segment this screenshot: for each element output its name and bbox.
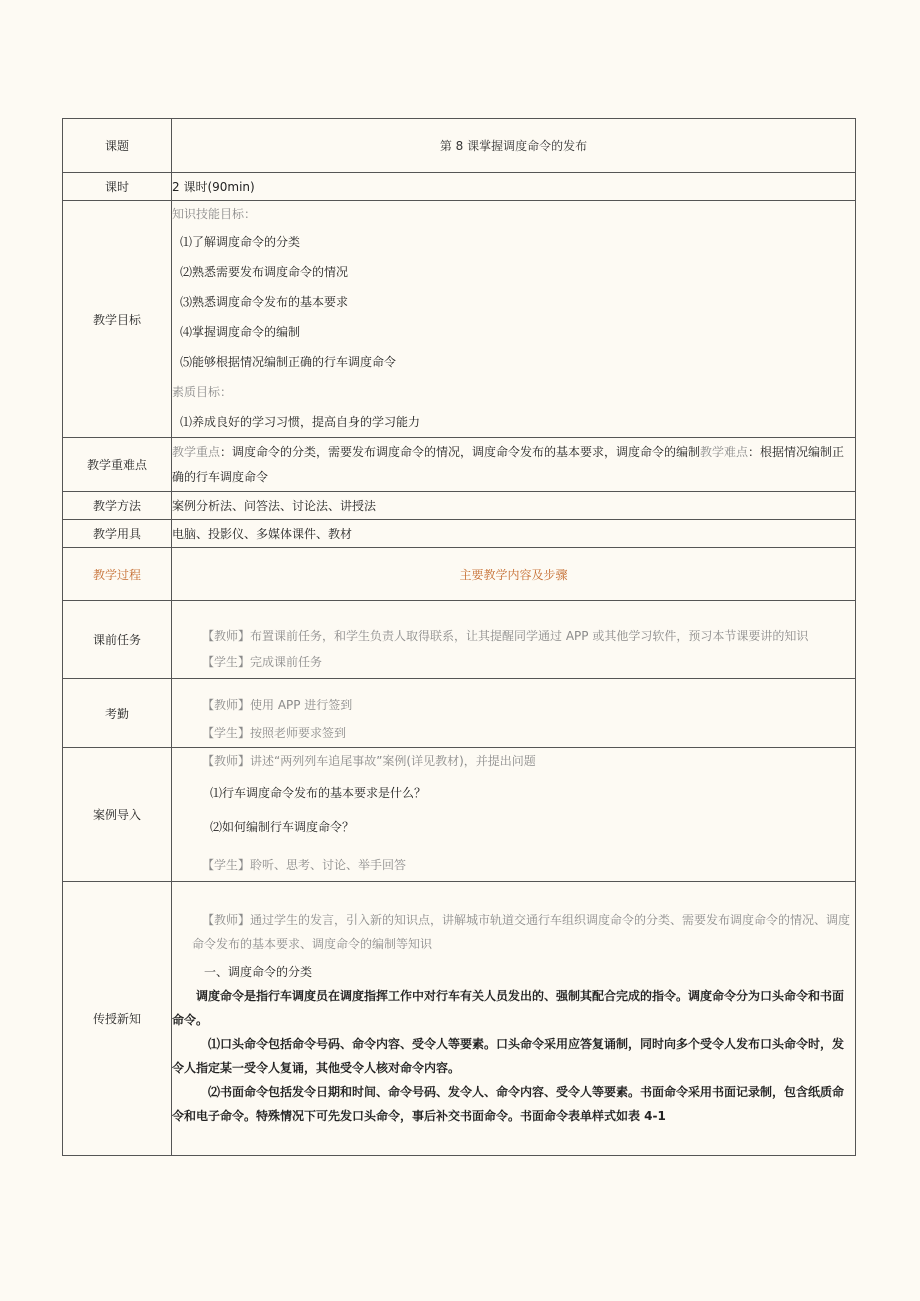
knowledge-item: ⑴了解调度命令的分类 — [180, 235, 301, 249]
quality-item: ⑴养成良好的学习习惯，提高自身的学习能力 — [180, 415, 421, 429]
knowledge-heading: 知识技能目标： — [172, 207, 257, 221]
methods-value: 案例分析法、问答法、讨论法、讲授法 — [172, 492, 856, 520]
pre-class-label: 课前任务 — [63, 601, 172, 679]
key-tag: 教学重点 — [172, 444, 221, 459]
row-new-knowledge — [63, 882, 856, 1156]
tools-value: 电脑、投影仪、多媒体课件、教材 — [172, 520, 856, 548]
difficult-tag: 教学难点 — [700, 444, 749, 459]
row-key-points — [63, 438, 856, 492]
case-intro-teacher: 【教师】讲述“两列列车追尾事故”案例(详见教材)，并提出问题 — [202, 754, 536, 768]
paragraph-3: ⑵书面命令包括发令日期和时间、命令号码、发令人、命令内容、受令人等要素。书面命令采用书面记录制，包含纸质命令和电子命令。特殊情况下可先发口头命令，事后补交书面命令。书面命令表单样式如表 4-1 — [172, 1085, 845, 1123]
row-methods — [63, 492, 856, 520]
objectives-content — [172, 201, 856, 438]
row-pre-class — [63, 601, 856, 679]
new-knowledge-teacher: 【教师】通过学生的发言，引入新的知识点，讲解城市轨道交通行车组织调度命令的分类、需要发布调度命令的情况、调度命令发布的基本要求、调度命令的编制等知识 — [192, 913, 851, 951]
knowledge-item: ⑵熟悉需要发布调度命令的情况 — [180, 265, 349, 279]
case-intro-content — [172, 748, 856, 882]
key-text: ：调度命令的分类，需要发布调度命令的情况，调度命令发布的基本要求，调度命令的编制 — [220, 444, 701, 459]
knowledge-item: ⑶熟悉调度命令发布的基本要求 — [180, 295, 349, 309]
tools-label: 教学用具 — [63, 520, 172, 548]
attendance-content — [172, 679, 856, 748]
key-points-content — [172, 438, 856, 492]
attendance-label: 考勤 — [63, 679, 172, 748]
knowledge-item: ⑷掌握调度命令的编制 — [180, 325, 301, 339]
attendance-student: 【学生】按照老师要求签到 — [202, 726, 347, 740]
new-knowledge-content — [172, 882, 856, 1156]
case-question: ⑴行车调度命令发布的基本要求是什么？ — [210, 786, 427, 800]
row-attendance — [63, 679, 856, 748]
process-header-left: 教学过程 — [63, 548, 172, 601]
key-points-label: 教学重难点 — [63, 438, 172, 492]
lesson-title: 第 8 课掌握调度命令的发布 — [172, 119, 856, 173]
row-process-header — [63, 548, 856, 601]
row-topic — [63, 119, 856, 173]
objectives-label: 教学目标 — [63, 201, 172, 438]
case-intro-label: 案例导入 — [63, 748, 172, 882]
hours-value: 2 课时(90min) — [172, 173, 856, 201]
case-intro-student: 【学生】聆听、思考、讨论、举手回答 — [202, 858, 407, 872]
knowledge-item: ⑸能够根据情况编制正确的行车调度命令 — [180, 355, 397, 369]
row-hours — [63, 173, 856, 201]
difficult-text: ：根据情况编制正确的行车调度命令 — [172, 444, 845, 484]
topic-label: 课题 — [63, 119, 172, 173]
new-knowledge-label: 传授新知 — [63, 882, 172, 1156]
case-question: ⑵如何编制行车调度命令？ — [210, 820, 355, 834]
section-title: 一、调度命令的分类 — [204, 965, 313, 979]
pre-class-student: 【学生】完成课前任务 — [202, 654, 323, 669]
pre-class-content — [172, 601, 856, 679]
row-tools — [63, 520, 856, 548]
lesson-plan-table — [62, 118, 856, 1156]
process-header-right: 主要教学内容及步骤 — [172, 548, 856, 601]
methods-label: 教学方法 — [63, 492, 172, 520]
row-case-intro — [63, 748, 856, 882]
row-objectives — [63, 201, 856, 438]
pre-class-teacher: 【教师】布置课前任务，和学生负责人取得联系，让其提醒同学通过 APP 或其他学习软件，预习本节课要讲的知识 — [202, 628, 809, 643]
quality-heading: 素质目标： — [172, 385, 233, 399]
paragraph-2: ⑴口头命令包括命令号码、命令内容、受令人等要素。口头命令采用应答复诵制，同时向多个受令人发布口头命令时，发令人指定某一受令人复诵，其他受令人核对命令内容。 — [172, 1037, 845, 1075]
hours-label: 课时 — [63, 173, 172, 201]
attendance-teacher: 【教师】使用 APP 进行签到 — [202, 698, 353, 712]
paragraph-1: 调度命令是指行车调度员在调度指挥工作中对行车有关人员发出的、强制其配合完成的指令。调度命令分为口头命令和书面命令。 — [172, 989, 845, 1027]
